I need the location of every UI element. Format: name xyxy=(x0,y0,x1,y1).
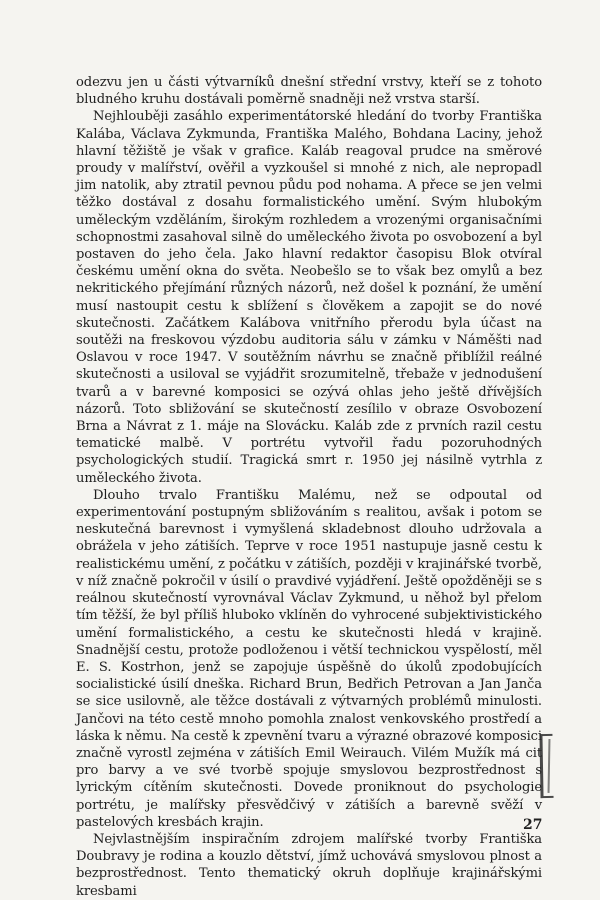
paragraph-2: Nejhlouběji zasáhlo experimentátorské hledání do tvorby Františka Kalába, Václava Zykmunda, Františka Malého, Bohdana Laciny, jehož hlavní těžiště je však v grafice. Kaláb reagoval prudce na směrové proudy v malířství, ověřil a vyzkoušel si mnohé z nich, ale nepropadl jim natolik, aby ztratil pevnou půdu pod nohama. A přece se jen velmi těžko dostával z dosahu formalistického umění. Svým hlubokým uměleckým vzděláním, širokým rozhledem a vrozenými organisačními schopnostmi zasahoval silně do uměleckého života po osvobození a byl postaven do jeho čela. Jako hlavní redaktor časopisu Blok otvíral českému umění okna do světa. Neobešlo se to však bez omylů a bez nekritického přejímání různých názorů, než došel k poznání, že umění musí nastoupit cestu k sblížení s člověkem a zapojit se do nové skutečnosti. Začátkem Kalábova vnitřního přerodu byla účast na soutěži na freskovou výzdobu auditoria sálu v zámku v Náměšti nad Oslavou v roce 1947. V soutěžním návrhu se značně přiblížil reálné skutečnosti a usiloval se vyjádřit srozumitelně, třebaže v jednodušení tvarů a v barevné komposici se ozývá ohlas jeho ještě dřívějších názorů. Toto sbližování se skutečností zesílilo v obraze Osvobození Brna a Návrat z 1. máje na Slovácku. Kaláb zde z prvních razil cestu tematické malbě. V portrétu vytvořil řadu pozoruhodných psychologických studií. Tragická smrt r. 1950 jej násilně vytrhla z uměleckého života. xyxy=(76,109,542,486)
paragraph-4: Nejvlastnějším inspiračním zdrojem malířské tvorby Františka Doubravy je rodina a kouzlo dětství, jímž uchovává smyslovou plnost a bezprostřednost. Tento thematický okruh doplňuje krajinářskými kresbami xyxy=(76,831,542,899)
paragraph-1: odezvu jen u části výtvarníků dnešní střední vrstvy, kteří se z tohoto bludného kruhu dostávali poměrně snadněji než vrstva starší. xyxy=(76,75,542,108)
body-text xyxy=(76,74,542,900)
margin-bracket-mark xyxy=(539,734,553,798)
page-number: 27 xyxy=(523,817,543,833)
paragraph-3: Dlouho trvalo Františku Malému, než se odpoutal od experimentování postupným sbližováním s realitou, avšak i potom se neskutečná barevnost i vymyšlená skladebnost dlouho udržovala a obrážela v jeho zátiších. Teprve v roce 1951 nastupuje jasně cestu k realistickému umění, z počátku v zátiších, později v krajinářské tvorbě, v níž značně pokročil v úsilí o pravdivé vyjádření. Ještě opožděněji se s reálnou skutečností vyrovnával Václav Zykmund, u něhož byl přelom tím těžší, že byl příliš hluboko vklíněn do vyhrocené subjektivistického umění formalistického, a cestu ke skutečnosti hledá v krajině. Snadnější cestu, protože podloženou i větší technickou vyspělostí, měl E. S. Kostrhon, jenž se zapojuje úspěšně do úkolů zpodobujících socialistické úsilí dneška. Richard Brun, Bedřich Petrovan a Jan Janča se sice usilovně, ale těžce dostávali z výtvarných problémů minulosti. Jančovi na této cestě mnoho pomohla znalost venkovského prostředí a láska k němu. Na cestě k zpevnění tvaru a výrazné obrazové komposici značně vyrostl zejména v zátiších Emil Weirauch. Vilém Mužík má cit pro barvy a ve své tvorbě spojuje smyslovou bezprostřednost s lyrickým cítěním skutečnosti. Dovede proniknout do psychologie portrétu, je malířsky přesvědčivý v zátiších a barevně svěží v pastelových kresbách krajin. xyxy=(76,487,542,830)
